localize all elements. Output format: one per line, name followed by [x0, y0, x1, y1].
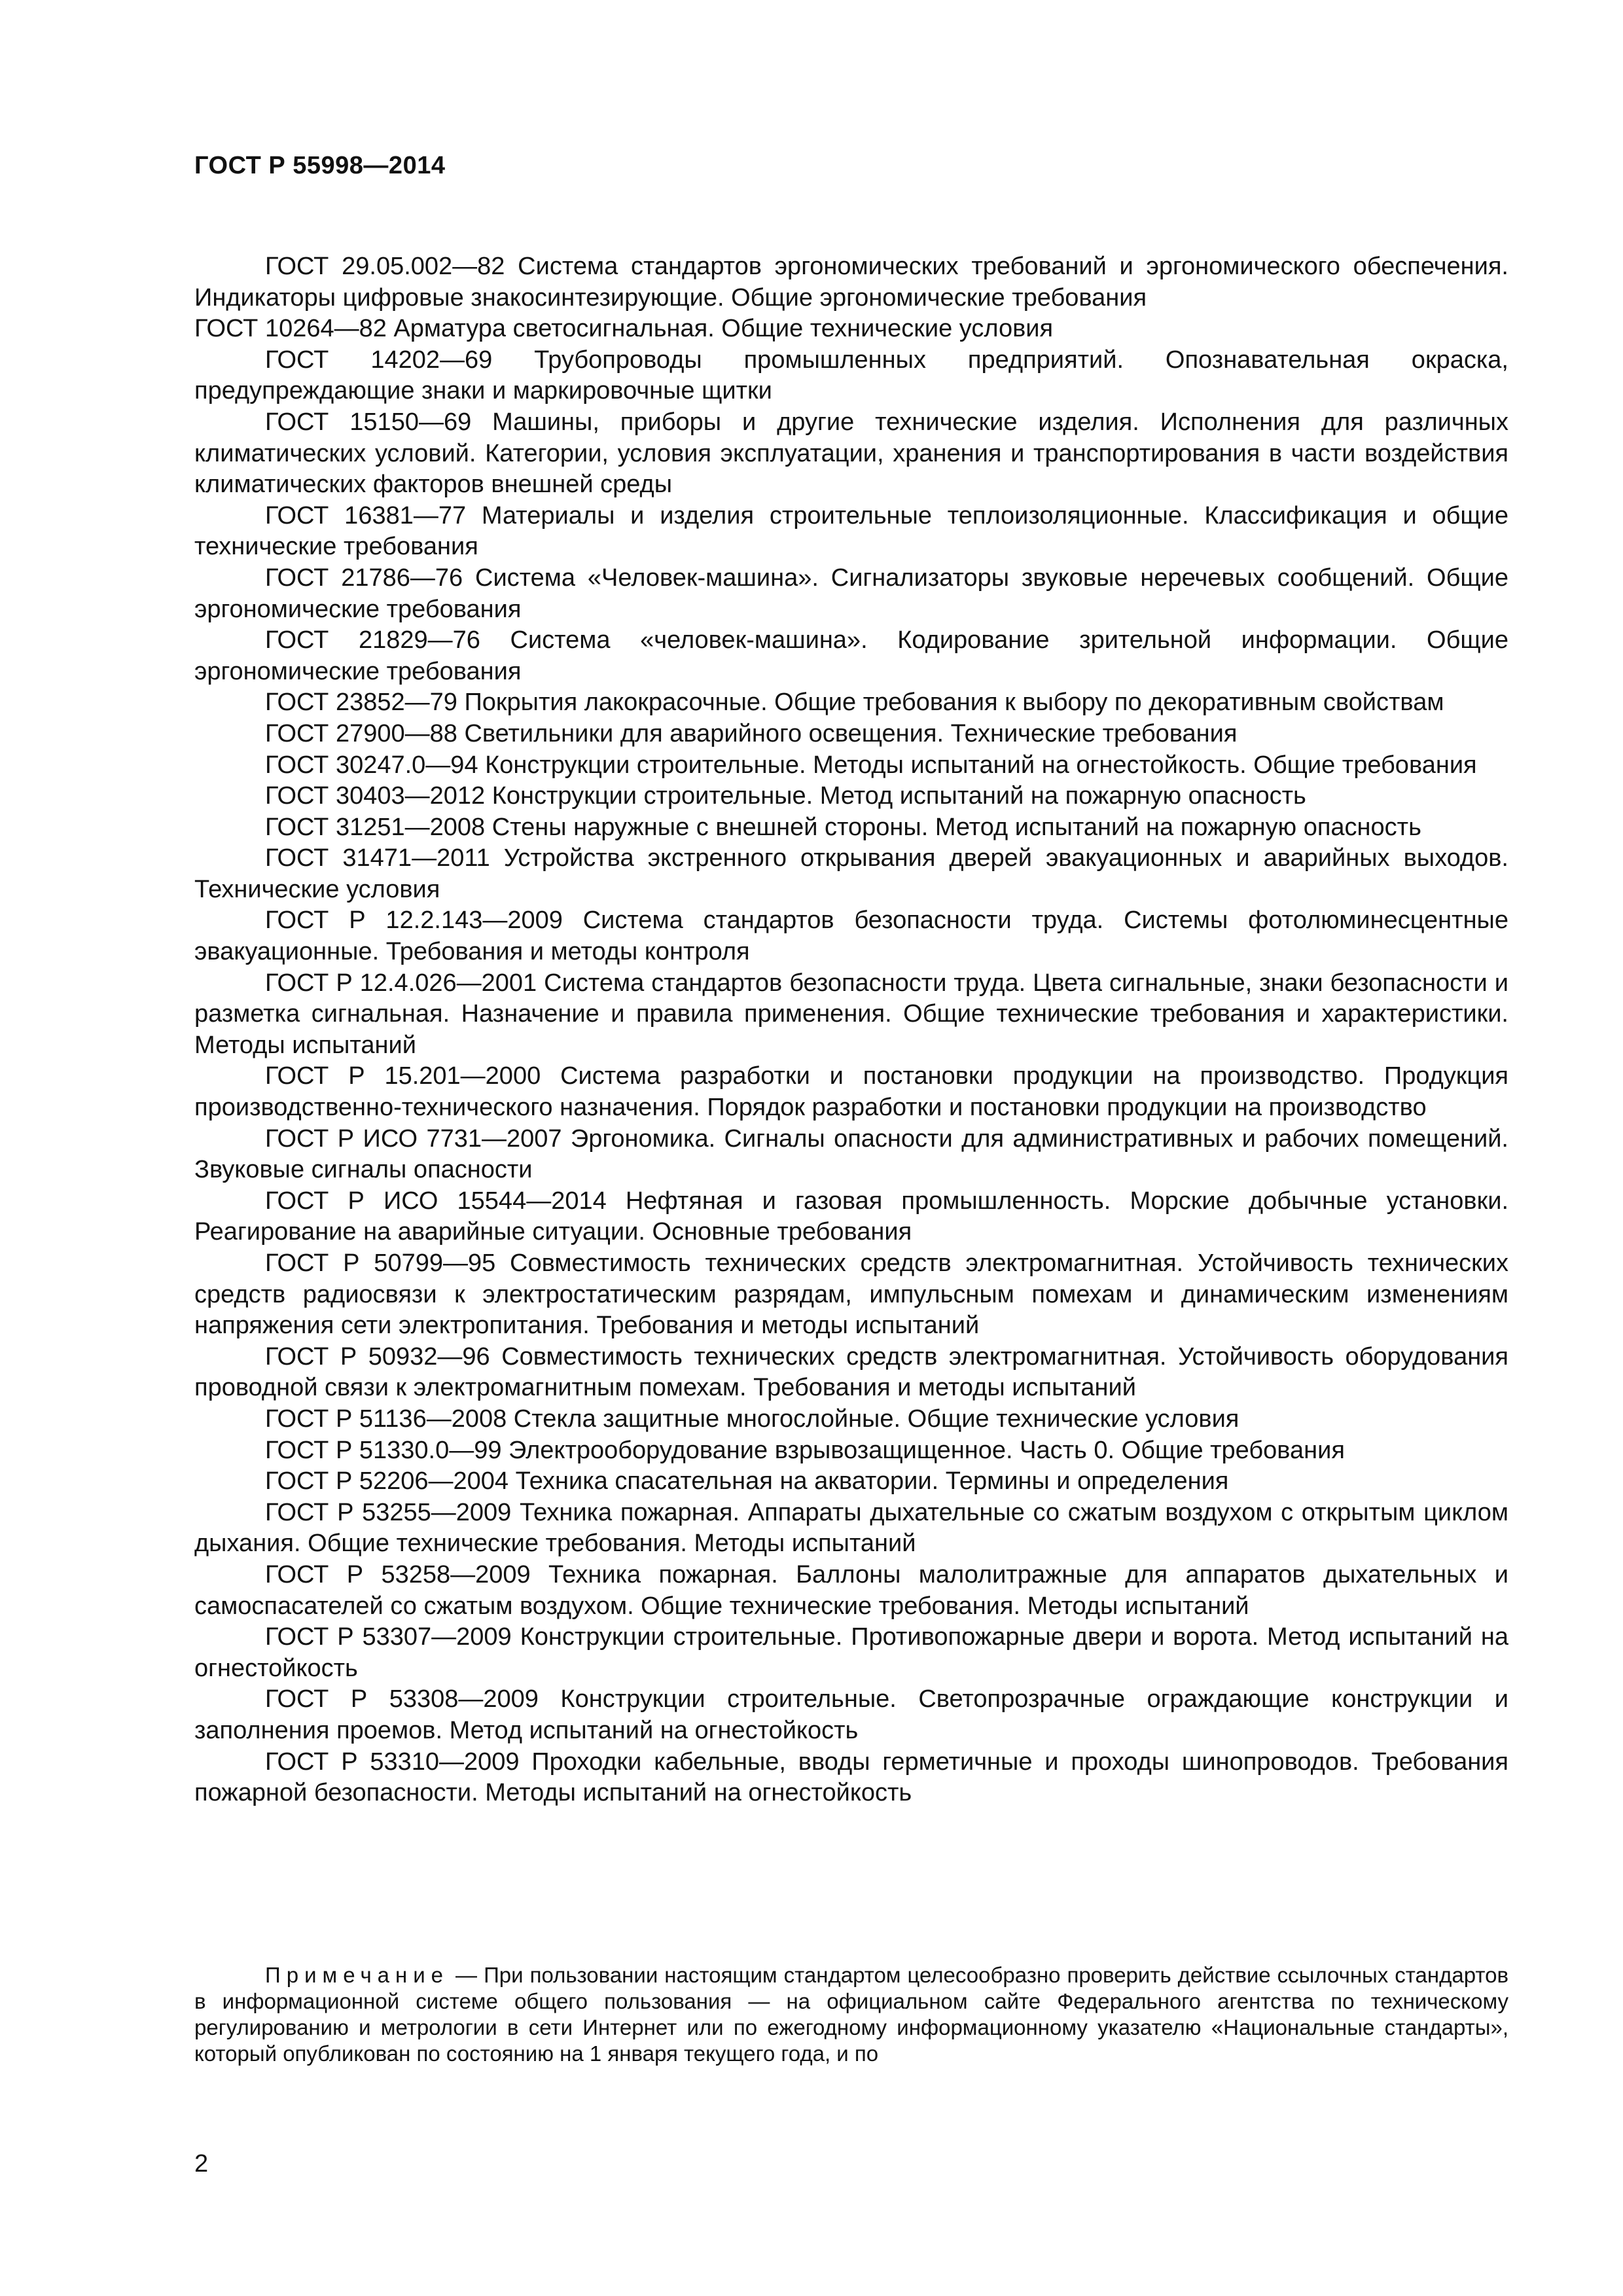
reference-entry: ГОСТ Р ИСО 15544—2014 Нефтяная и газовая промышленность. Морские добычные установки. Реагирование на аварийные ситуации. Основные требования — [194, 1187, 1508, 1246]
reference-entry: ГОСТ 31471—2011 Устройства экстренного открывания дверей эвакуационных и аварийных выходов. Технические условия — [194, 844, 1508, 903]
reference-entry: ГОСТ Р 52206—2004 Техника спасательная на акватории. Термины и определения — [265, 1467, 1229, 1496]
reference-entry: ГОСТ Р 53308—2009 Конструкции строительные. Светопрозрачные ограждающие конструкции и заполнения проемов. Метод испытаний на огнестойкость — [194, 1685, 1508, 1744]
reference-entry: ГОСТ Р 53310—2009 Проходки кабельные, вводы герметичные и проходы шинопроводов. Требования пожарной безопасности. Методы испытаний на огнестойкость — [194, 1748, 1508, 1807]
reference-entry: ГОСТ Р 50799—95 Совместимость технических средств электромагнитная. Устойчивость технических средств радиосвязи к электростатическим разрядам, импульсным помехам и динамическим изменениям напряжения сети электропитания. Требования и методы испытаний — [194, 1249, 1508, 1340]
reference-entry: ГОСТ Р 15.201—2000 Система разработки и постановки продукции на производство. Продукция производственно-технического назначения. Порядок разработки и постановки продукции на производство — [194, 1062, 1508, 1122]
reference-entry: ГОСТ 23852—79 Покрытия лакокрасочные. Общие требования к выбору по декоративным свойствам — [265, 689, 1444, 717]
reference-entry: ГОСТ Р 50932—96 Совместимость технических средств электромагнитная. Устойчивость оборудования проводной связи к электромагнитным помехам. Требования и методы испытаний — [194, 1342, 1508, 1402]
reference-entry: ГОСТ Р 51136—2008 Стекла защитные многослойные. Общие технические условия — [265, 1405, 1240, 1433]
reference-entry: ГОСТ Р 53307—2009 Конструкции строительные. Противопожарные двери и ворота. Метод испытаний на огнестойкость — [194, 1623, 1508, 1682]
reference-entry: ГОСТ Р 12.4.026—2001 Система стандартов безопасности труда. Цвета сигнальные, знаки безопасности и разметка сигнальная. Назначение и правила применения. Общие технические требования и характеристики. Методы испытаний — [194, 969, 1508, 1059]
note-label: Примечание — [265, 1963, 450, 1987]
reference-entry: ГОСТ 30247.0—94 Конструкции строительные. Методы испытаний на огнестойкость. Общие требования — [265, 751, 1477, 779]
reference-entry: ГОСТ 31251—2008 Стены наружные с внешней стороны. Метод испытаний на пожарную опасность — [265, 813, 1421, 841]
reference-entry: ГОСТ Р 53258—2009 Техника пожарная. Баллоны малолитражные для аппаратов дыхательных и самоспасателей со сжатым воздухом. Общие технические требования. Методы испытаний — [194, 1560, 1508, 1620]
page-number: 2 — [194, 2150, 209, 2178]
note-text: — При пользовании настоящим стандартом целесообразно проверить действие ссылочных стандартов в информационной системе общего пользования — на официальном сайте Федерального агентства по техническому регулированию и метрологии в сети Интернет или по ежегодному информационному указателю «Национальные стандарты», который опубликован по состоянию на 1 января текущего года, и по — [194, 1963, 1508, 2066]
reference-entry: ГОСТ Р 12.2.143—2009 Система стандартов безопасности труда. Системы фотолюминесцентные эвакуационные. Требования и методы контроля — [194, 906, 1508, 966]
note-paragraph — [194, 1962, 1508, 2067]
reference-entry: ГОСТ 30403—2012 Конструкции строительные. Метод испытаний на пожарную опасность — [265, 782, 1306, 810]
reference-entry: ГОСТ 27900—88 Светильники для аварийного освещения. Технические требования — [265, 719, 1238, 747]
reference-entry: ГОСТ 29.05.002—82 Система стандартов эргономических требований и эргономического обеспечения. Индикаторы цифровые знакосинтезирующие. Общие эргономические требования — [194, 253, 1508, 312]
reference-entry: ГОСТ 15150—69 Машины, приборы и другие технические изделия. Исполнения для различных климатических условий. Категории, условия эксплуатации, хранения и транспортирования в части воздействия климатических факторов внешней среды — [194, 408, 1508, 499]
normative-references-list — [194, 251, 1508, 1809]
reference-entry: ГОСТ 14202—69 Трубопроводы промышленных предприятий. Опознавательная окраска, предупреждающие знаки и маркировочные щитки — [194, 346, 1508, 405]
reference-entry: ГОСТ Р ИСО 7731—2007 Эргономика. Сигналы опасности для административных и рабочих помещений. Звуковые сигналы опасности — [194, 1124, 1508, 1184]
reference-entry: ГОСТ Р 51330.0—99 Электрооборудование взрывозащищенное. Часть 0. Общие требования — [265, 1436, 1345, 1464]
reference-entry: ГОСТ 16381—77 Материалы и изделия строительные теплоизоляционные. Классификация и общие технические требования — [194, 501, 1508, 561]
reference-entry: ГОСТ 21829—76 Система «человек-машина». Кодирование зрительной информации. Общие эргономические требования — [194, 626, 1508, 685]
document-code-header: ГОСТ Р 55998—2014 — [194, 152, 446, 179]
reference-entry: ГОСТ 10264—82 Арматура светосигнальная. Общие технические условия — [194, 315, 1054, 343]
reference-entry: ГОСТ Р 53255—2009 Техника пожарная. Аппараты дыхательные со сжатым воздухом с открытым циклом дыхания. Общие технические требования. Методы испытаний — [194, 1498, 1508, 1558]
reference-entry: ГОСТ 21786—76 Система «Человек-машина». Сигнализаторы звуковые неречевых сообщений. Общие эргономические требования — [194, 564, 1508, 623]
